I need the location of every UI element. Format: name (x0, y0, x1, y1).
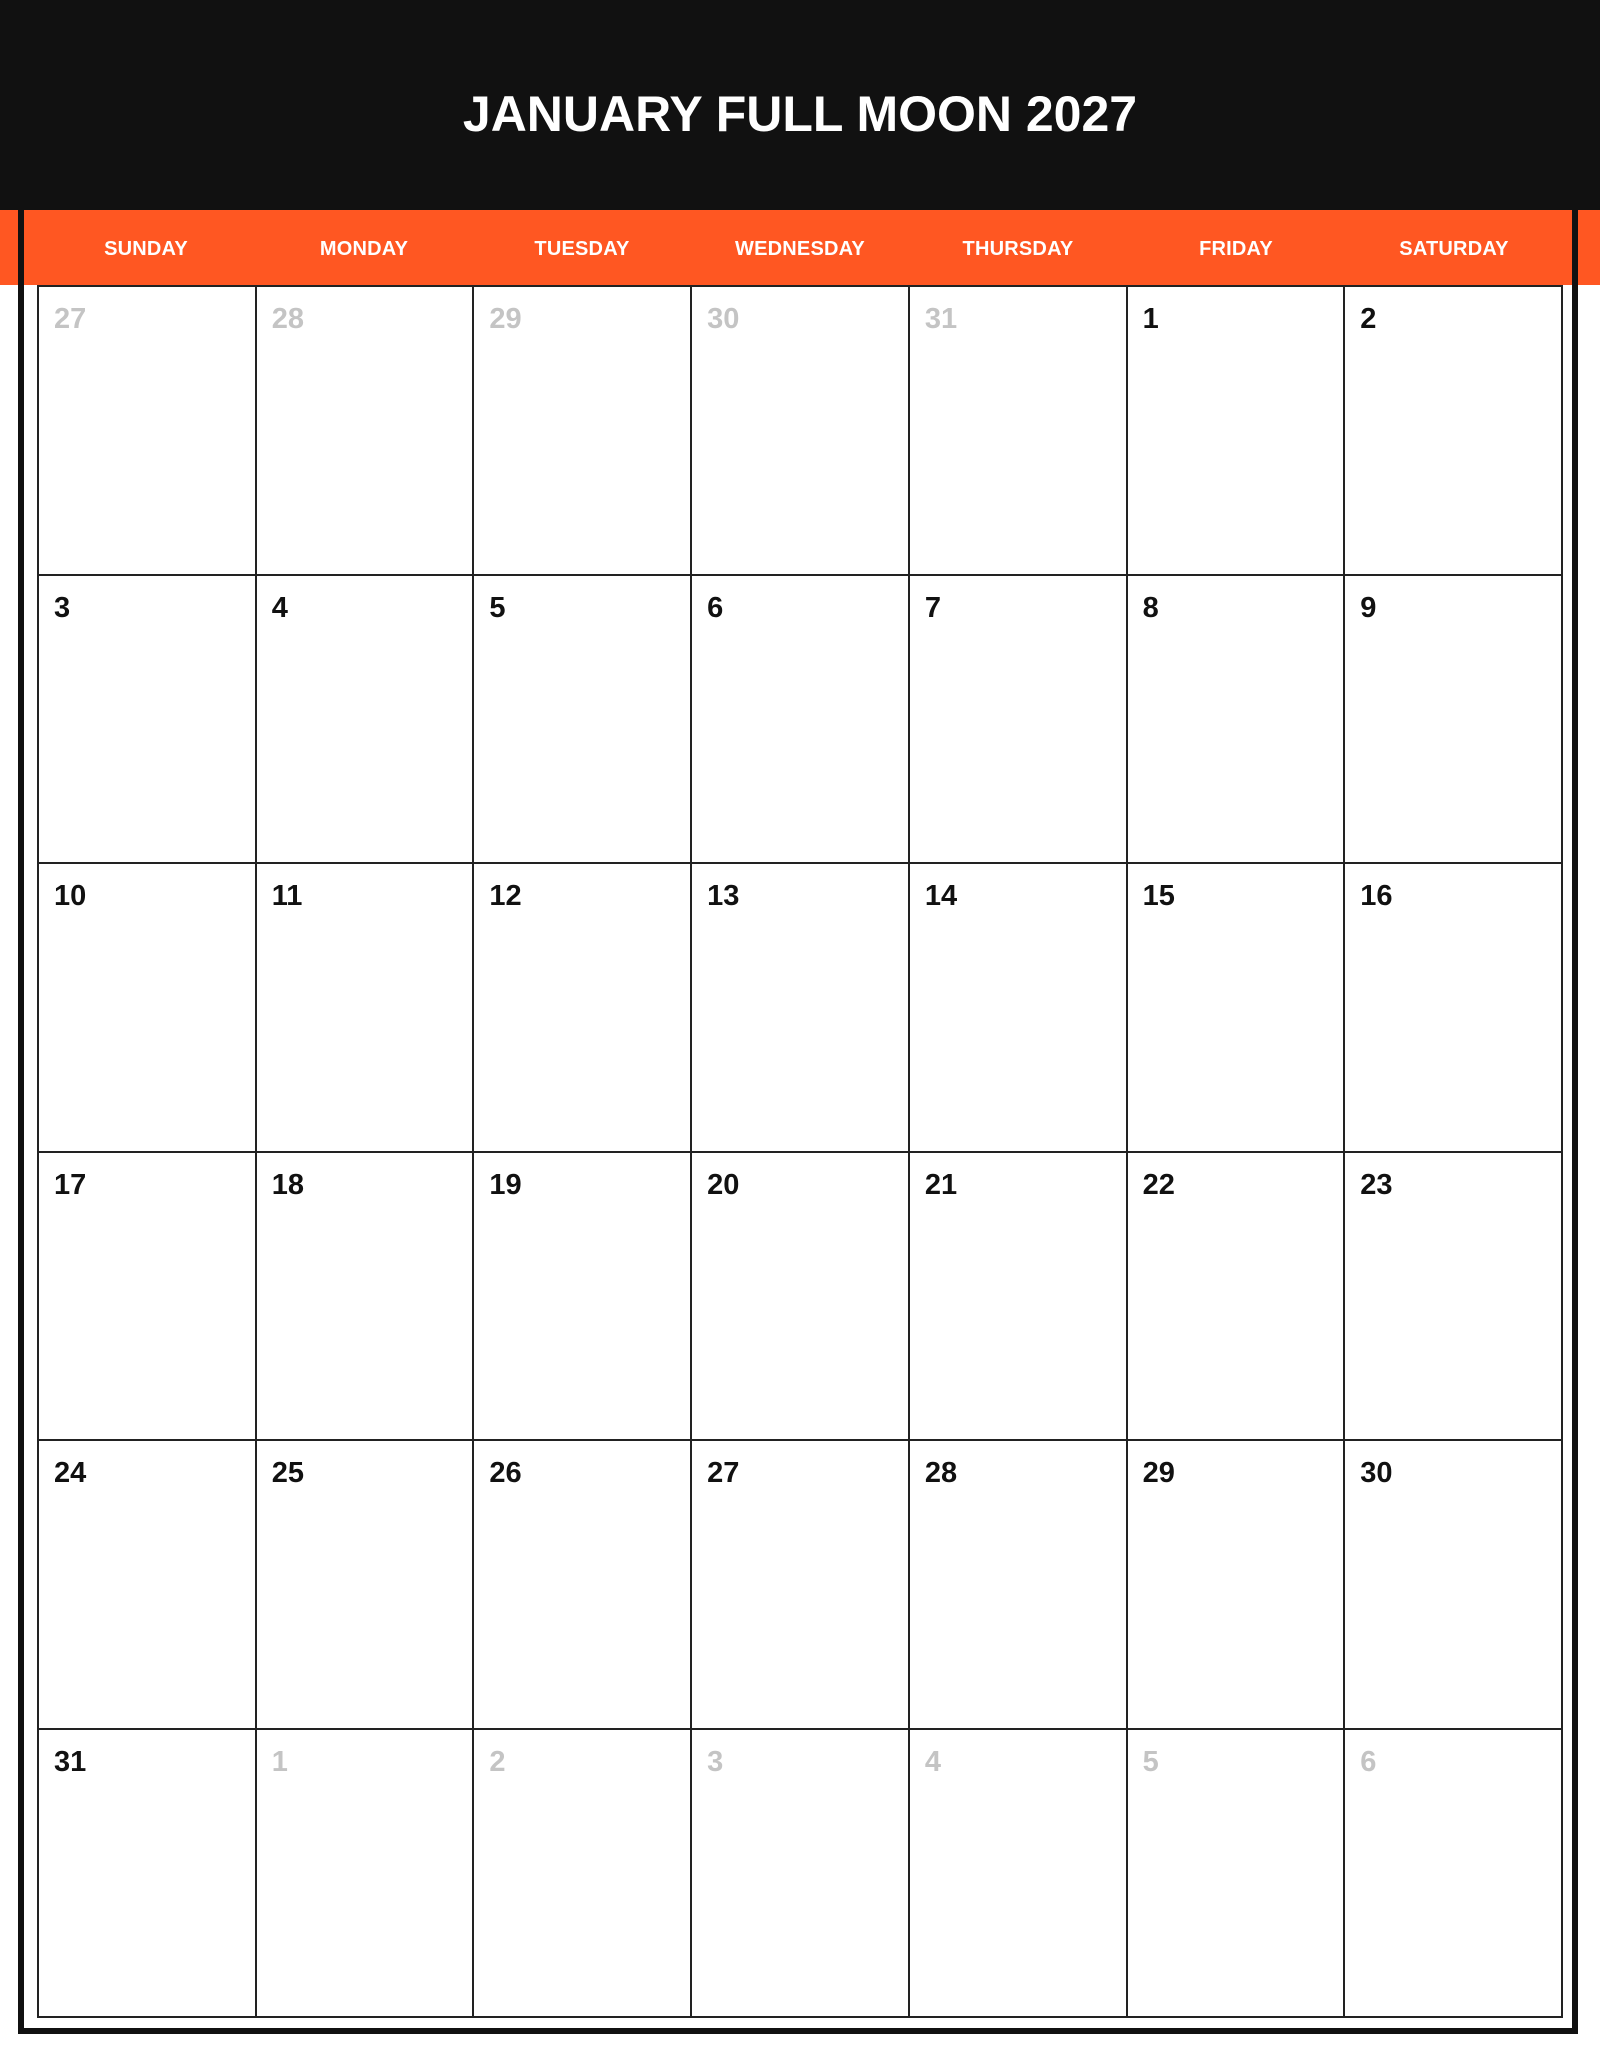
day-cell[interactable] (1345, 1441, 1563, 1730)
day-cell[interactable] (474, 576, 692, 865)
day-number: 7 (924, 591, 941, 624)
day-number: 5 (489, 591, 506, 624)
adjacent-month-day-cell[interactable] (39, 287, 257, 576)
day-cell[interactable] (1128, 1441, 1346, 1730)
day-number: 31 (54, 1745, 87, 1778)
day-cell[interactable] (1128, 864, 1346, 1153)
weekday-saturday: SATURDAY (1399, 238, 1509, 260)
day-number: 5 (1142, 1745, 1159, 1778)
day-number: 19 (489, 1168, 522, 1201)
day-cell[interactable] (257, 1441, 475, 1730)
weekday-thursday: THURSDAY (962, 238, 1074, 260)
day-number: 12 (489, 880, 522, 912)
day-number: 23 (1360, 1168, 1393, 1201)
day-number: 29 (1142, 1457, 1175, 1489)
weekday-monday: MONDAY (319, 238, 409, 260)
day-number: 22 (1142, 1168, 1175, 1201)
adjacent-month-day-cell[interactable] (1345, 1730, 1563, 2019)
day-cell[interactable] (474, 1441, 692, 1730)
calendar-title: JANUARY FULL MOON 2027 (462, 86, 1138, 142)
day-number: 8 (1142, 591, 1159, 624)
day-cell[interactable] (1345, 1153, 1563, 1442)
day-cell[interactable] (692, 1153, 910, 1442)
day-number: 20 (707, 1168, 740, 1201)
day-cell[interactable] (39, 864, 257, 1153)
day-number: 3 (707, 1745, 724, 1778)
day-number: 2 (489, 1745, 506, 1778)
weekday-header-row (37, 210, 1563, 285)
day-number: 10 (54, 880, 87, 912)
day-number: 3 (54, 591, 71, 624)
day-cell[interactable] (1345, 287, 1563, 576)
day-cell[interactable] (910, 864, 1128, 1153)
day-cell[interactable] (39, 1153, 257, 1442)
adjacent-month-day-cell[interactable] (1128, 1730, 1346, 2019)
adjacent-month-day-cell[interactable] (474, 287, 692, 576)
weekday-wednesday: WEDNESDAY (735, 238, 865, 260)
day-number: 27 (54, 303, 87, 335)
day-number: 28 (271, 303, 304, 335)
day-number: 1 (271, 1745, 288, 1778)
day-number: 9 (1360, 591, 1377, 624)
day-cell[interactable] (1345, 576, 1563, 865)
day-number: 4 (271, 591, 288, 624)
day-number: 14 (924, 880, 958, 912)
day-number: 25 (271, 1457, 304, 1489)
day-cell[interactable] (39, 576, 257, 865)
calendar-grid (37, 285, 1563, 2018)
day-cell[interactable] (474, 864, 692, 1153)
day-number: 6 (707, 591, 724, 624)
day-cell[interactable] (474, 1153, 692, 1442)
day-number: 2 (1360, 303, 1377, 335)
day-number: 4 (924, 1745, 941, 1778)
day-number: 6 (1360, 1745, 1377, 1778)
weekday-tuesday: TUESDAY (534, 238, 630, 260)
adjacent-month-day-cell[interactable] (692, 287, 910, 576)
day-number: 21 (924, 1168, 958, 1201)
day-cell[interactable] (257, 576, 475, 865)
day-cell[interactable] (39, 1730, 257, 2019)
day-cell[interactable] (692, 864, 910, 1153)
day-cell[interactable] (1128, 287, 1346, 576)
day-number: 13 (707, 880, 740, 912)
day-cell[interactable] (692, 576, 910, 865)
day-cell[interactable] (692, 1441, 910, 1730)
day-number: 31 (924, 303, 958, 335)
day-cell[interactable] (1345, 864, 1563, 1153)
day-number: 16 (1360, 880, 1393, 912)
adjacent-month-day-cell[interactable] (257, 287, 475, 576)
adjacent-month-day-cell[interactable] (474, 1730, 692, 2019)
day-number: 30 (1360, 1457, 1393, 1489)
day-number: 26 (489, 1457, 522, 1489)
day-number: 28 (924, 1457, 958, 1489)
day-number: 30 (707, 303, 740, 335)
day-cell[interactable] (1128, 1153, 1346, 1442)
weekday-sunday: SUNDAY (104, 238, 188, 260)
day-number: 11 (271, 880, 303, 912)
day-number: 29 (489, 303, 522, 335)
day-cell[interactable] (910, 576, 1128, 865)
adjacent-month-day-cell[interactable] (910, 287, 1128, 576)
adjacent-month-day-cell[interactable] (910, 1730, 1128, 2019)
day-cell[interactable] (1128, 576, 1346, 865)
adjacent-month-day-cell[interactable] (692, 1730, 910, 2019)
day-cell[interactable] (39, 1441, 257, 1730)
day-number: 1 (1142, 303, 1159, 335)
day-number: 24 (54, 1457, 87, 1489)
day-cell[interactable] (910, 1441, 1128, 1730)
day-number: 27 (707, 1457, 740, 1489)
day-number: 15 (1142, 880, 1175, 912)
weekday-friday: FRIDAY (1199, 238, 1273, 260)
day-number: 17 (54, 1168, 87, 1201)
day-cell[interactable] (257, 1153, 475, 1442)
day-number: 18 (271, 1168, 304, 1201)
day-cell[interactable] (910, 1153, 1128, 1442)
day-cell[interactable] (257, 864, 475, 1153)
adjacent-month-day-cell[interactable] (257, 1730, 475, 2019)
